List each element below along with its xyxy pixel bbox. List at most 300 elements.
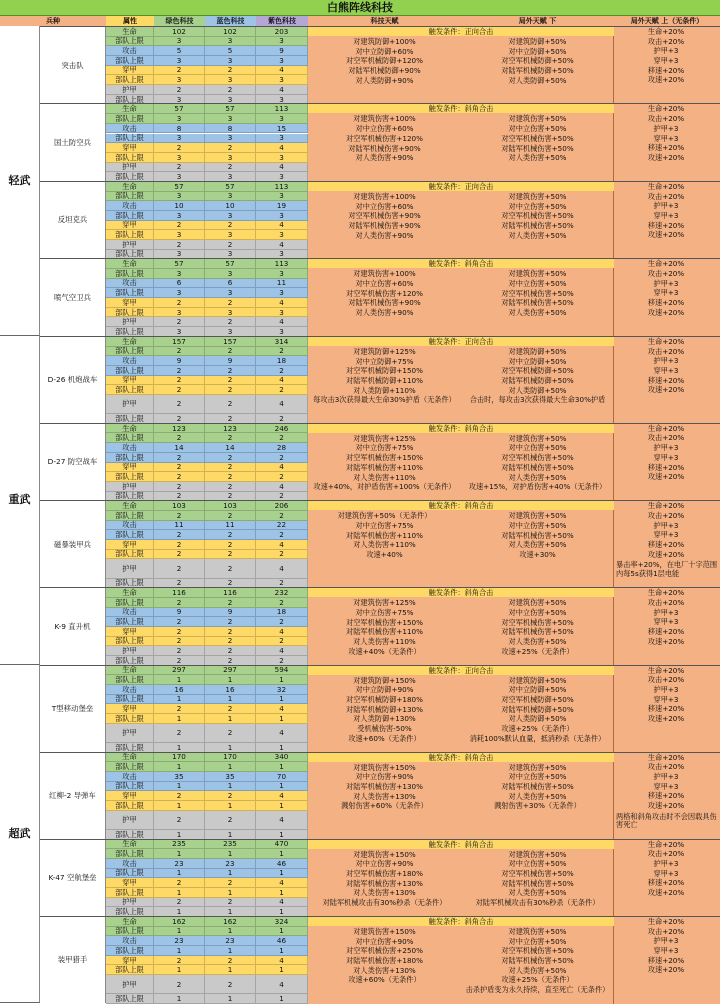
stat-value: 1	[154, 965, 205, 975]
stat-value: 297	[205, 666, 256, 676]
stat-value: 1	[205, 743, 256, 753]
outer-talent-up: 攻击+20%	[647, 191, 685, 201]
stat-label: 穿甲	[106, 540, 154, 550]
stat-label: 部队上限	[106, 714, 154, 724]
stat-row	[106, 511, 308, 521]
stat-value: 2	[256, 550, 308, 560]
unit-block	[0, 752, 720, 839]
stat-value: 170	[154, 753, 205, 763]
outer-talent-up: 攻击+20%	[647, 114, 685, 124]
stat-value: 2	[154, 85, 205, 95]
stat-value: 18	[256, 356, 308, 366]
outer-talent-down: 消耗100%默认血量，抵消秒杀（无条件）	[469, 733, 606, 743]
stat-label: 护甲	[106, 975, 154, 994]
outer-talent-up: 攻击+20%	[647, 269, 685, 279]
tech-effect: 对陆军机械伤害+90%	[348, 220, 421, 230]
stat-value: 116	[205, 588, 256, 598]
stat-row	[106, 443, 308, 453]
stat-label: 攻击	[106, 772, 154, 782]
outer-talent-up: 护甲+3	[653, 443, 679, 453]
tech-talent-block	[308, 182, 614, 259]
stat-label: 部队上限	[106, 695, 154, 705]
stat-value: 2	[154, 221, 205, 231]
tech-effect: 攻速+60%（无条件）	[348, 975, 421, 985]
tech-effect: 对陆军机械防御+90%	[348, 66, 421, 76]
stat-value: 2	[205, 898, 256, 908]
outer-talent-down: 对建筑伤害+50%	[508, 598, 567, 608]
stat-label: 生命	[106, 424, 154, 434]
stat-value: 3	[205, 37, 256, 47]
header-attr: 属性	[106, 16, 154, 26]
outer-talent-up: 生命+20%	[647, 839, 685, 849]
tech-effect: 对人类伤害+110%	[353, 540, 416, 550]
tech-effect: 攻速+40%，对护盾伤害+100%（无条件）	[313, 482, 456, 492]
outer-talent-down: 对陆军机械攻击有30%秒杀（无条件）	[475, 897, 600, 907]
outer-talent-up: 生命+20%	[647, 104, 685, 114]
outer-talent-down: 对人类防御+50%	[508, 75, 567, 85]
tech-effect: 对人类防御+130%	[353, 714, 416, 724]
stat-value: 1	[256, 675, 308, 685]
outer-talent-up-block	[614, 337, 720, 424]
stat-value: 4	[256, 482, 308, 492]
outer-talent-down: 对建筑防御+50%	[508, 346, 567, 356]
outer-talent-down: 对人类伤害+50%	[508, 230, 567, 240]
stat-value: 1	[205, 675, 256, 685]
stat-value: 3	[256, 192, 308, 202]
stat-value: 113	[256, 259, 308, 269]
stat-value: 3	[154, 269, 205, 279]
stat-row	[106, 104, 308, 114]
stat-value: 2	[154, 878, 205, 888]
outer-talent-down: 对陆军机械伤害+50%	[501, 143, 574, 153]
tech-effect: 对中立伤害+60%	[355, 201, 414, 211]
stat-value: 16	[205, 685, 256, 695]
stat-label: 部队上限	[106, 453, 154, 463]
header-green: 绿色科技	[154, 16, 205, 26]
stat-value: 2	[154, 414, 205, 424]
stat-value: 1	[256, 782, 308, 792]
stat-value: 57	[205, 182, 256, 192]
stat-label: 穿甲	[106, 298, 154, 308]
stat-row	[106, 685, 308, 695]
stat-value: 3	[256, 95, 308, 105]
stat-row	[106, 230, 308, 240]
unit-block	[0, 665, 720, 752]
stat-value: 2	[256, 617, 308, 627]
stat-value: 470	[256, 840, 308, 850]
outer-talent-down: 对人类伤害+50%	[508, 153, 567, 163]
outer-talent-up: 生命+20%	[647, 501, 685, 511]
unit-name: 磁暴装甲兵	[40, 501, 106, 587]
stat-value: 3	[205, 75, 256, 85]
outer-talent-up: 穿甲+3	[653, 452, 679, 462]
stat-row	[106, 753, 308, 763]
outer-talent-up: 生命+20%	[647, 752, 685, 762]
stat-label: 部队上限	[106, 927, 154, 937]
stat-value: 2	[205, 975, 256, 994]
unit-name: 国土防空兵	[40, 104, 106, 180]
stat-label: 部队上限	[106, 414, 154, 424]
tech-effect: 对建筑伤害+50%（无条件）	[337, 511, 432, 521]
trigger-condition: 触发条件：正向合击	[308, 27, 614, 36]
stat-value: 1	[256, 743, 308, 753]
stat-value: 2	[205, 704, 256, 714]
tech-talent-block	[308, 259, 614, 336]
stat-row	[106, 269, 308, 279]
tech-effect: 对空军机械伤害+150%	[346, 453, 423, 463]
outer-talent-down: 对陆军机械伤害+50%	[501, 298, 574, 308]
unit-name: 红柳-2 导弹车	[40, 753, 106, 839]
stat-value: 3	[256, 269, 308, 279]
header-type: 兵种	[46, 17, 60, 25]
stat-value: 4	[256, 811, 308, 830]
stat-value: 2	[205, 724, 256, 743]
stat-value: 203	[256, 27, 308, 37]
stat-value: 1	[256, 830, 308, 840]
stat-label: 生命	[106, 337, 154, 347]
outer-talent-down: 对中立防御+50%	[508, 46, 567, 56]
stat-value: 2	[154, 704, 205, 714]
stat-value: 3	[256, 153, 308, 163]
outer-talent-down: 对人类伤害+50%	[508, 791, 567, 801]
stat-value: 4	[256, 724, 308, 743]
stat-label: 部队上限	[106, 308, 154, 318]
stat-value: 3	[154, 172, 205, 182]
stat-value: 2	[205, 66, 256, 76]
outer-talent-up: 攻速+20%	[647, 472, 685, 482]
stat-value: 2	[154, 317, 205, 327]
tech-effect: 对人类防御+90%	[355, 75, 414, 85]
stat-value: 14	[205, 443, 256, 453]
stat-value: 2	[154, 482, 205, 492]
stat-value: 1	[256, 849, 308, 859]
tech-effect: 溅射伤害+60%（无条件）	[341, 801, 428, 811]
trigger-condition: 触发条件：斜角合击	[308, 104, 614, 113]
outer-talent-up-block	[614, 182, 720, 259]
unit-block	[0, 500, 720, 587]
outer-talent-up: 生命+20%	[647, 259, 685, 269]
stat-value: 2	[205, 463, 256, 473]
outer-talent-up-block	[614, 424, 720, 501]
stat-row	[106, 395, 308, 414]
stat-value: 9	[205, 608, 256, 618]
stat-value: 2	[205, 385, 256, 395]
stat-value: 3	[256, 56, 308, 66]
stat-value: 35	[154, 772, 205, 782]
tech-effect: 对空军机械防御+120%	[346, 56, 423, 66]
stat-label: 部队上限	[106, 550, 154, 560]
tech-effect: 对陆军机械伤害+130%	[346, 781, 423, 791]
trigger-condition: 触发条件：正向合击	[308, 337, 614, 346]
trigger-condition: 触发条件：斜角合击	[308, 840, 614, 849]
outer-talent-down: 击杀护盾变为永久持续，直至死亡（无条件）	[465, 985, 610, 995]
outer-talent-up: 护甲+3	[653, 356, 679, 366]
stat-label: 穿甲	[106, 704, 154, 714]
stat-value: 11	[154, 521, 205, 531]
stat-row	[106, 888, 308, 898]
stat-value: 3	[256, 114, 308, 124]
stat-label: 部队上限	[106, 762, 154, 772]
stat-row	[106, 75, 308, 85]
tech-talent-block	[308, 917, 614, 1004]
stat-row	[106, 704, 308, 714]
outer-talent-down: 对建筑伤害+50%	[508, 114, 567, 124]
stat-value: 2	[154, 298, 205, 308]
outer-talent-up: 两格和斜角攻击时不会因载具伤害死亡	[616, 811, 717, 830]
stat-row	[106, 114, 308, 124]
outer-talent-up: 移速+20%	[647, 704, 685, 714]
tech-effect: 受机械伤害-50%	[357, 724, 412, 734]
outer-talent-up-block	[614, 588, 720, 665]
outer-talent-down: 对陆军机械伤害+50%	[501, 530, 574, 540]
outer-talent-up: 穿甲+3	[653, 694, 679, 704]
stat-label: 穿甲	[106, 376, 154, 386]
stat-label: 部队上限	[106, 656, 154, 666]
outer-talent-up: 穿甲+3	[653, 868, 679, 878]
stat-label: 部队上限	[106, 37, 154, 47]
outer-talent-down: 对空军机械防御+50%	[501, 366, 574, 376]
stat-value: 2	[256, 530, 308, 540]
tech-effect: 对空军机械伤害+120%	[346, 288, 423, 298]
stat-value: 1	[256, 695, 308, 705]
tech-talent-block	[308, 666, 614, 753]
outer-talent-down: 对人类伤害+50%	[508, 540, 567, 550]
stat-label: 部队上限	[106, 192, 154, 202]
header-tech: 科技天赋	[370, 17, 399, 25]
outer-talent-up: 生命+20%	[647, 27, 685, 36]
stat-value: 2	[154, 376, 205, 386]
stat-label: 部队上限	[106, 472, 154, 482]
tech-effect: 对空军机械伤害+180%	[346, 868, 423, 878]
stat-value: 1	[205, 907, 256, 917]
stat-value: 4	[256, 956, 308, 966]
stat-label: 部队上限	[106, 743, 154, 753]
stat-value: 8	[205, 124, 256, 134]
tech-effect: 对中立伤害+90%	[355, 859, 414, 869]
stat-value: 113	[256, 182, 308, 192]
stat-value: 28	[256, 443, 308, 453]
header-row	[0, 16, 720, 26]
stat-value: 10	[154, 201, 205, 211]
stat-label: 部队上限	[106, 946, 154, 956]
stat-label: 部队上限	[106, 347, 154, 357]
tech-effect: 对中立伤害+60%	[355, 124, 414, 134]
stat-value: 3	[205, 211, 256, 221]
stat-label: 生命	[106, 501, 154, 511]
trigger-condition: 触发条件：斜角合击	[308, 424, 614, 433]
stat-value: 32	[256, 685, 308, 695]
stat-value: 3	[205, 56, 256, 66]
outer-talent-down: 对人类防御+50%	[508, 714, 567, 724]
stat-label: 部队上限	[106, 782, 154, 792]
stat-value: 11	[256, 279, 308, 289]
outer-talent-up: 攻击+20%	[647, 36, 685, 46]
stat-value: 102	[154, 27, 205, 37]
stat-value: 3	[256, 308, 308, 318]
stat-value: 1	[256, 762, 308, 772]
stat-value: 1	[154, 714, 205, 724]
trigger-condition: 触发条件：斜角合击	[308, 917, 614, 926]
tech-effect: 对中立伤害+75%	[355, 443, 414, 453]
outer-talent-up: 攻速+20%	[647, 965, 685, 975]
tech-effect: 对陆军机械伤害+90%	[348, 298, 421, 308]
unit-block	[0, 26, 720, 103]
tech-effect: 对陆军机械攻击有30%秒杀（无条件）	[322, 897, 447, 907]
stat-label: 部队上限	[106, 675, 154, 685]
stat-row	[106, 917, 308, 927]
unit-name: D-27 防空战车	[40, 424, 106, 500]
stat-value: 1	[154, 869, 205, 879]
stat-row	[106, 849, 308, 859]
stat-value: 1	[205, 888, 256, 898]
stat-value: 2	[205, 221, 256, 231]
outer-talent-up: 攻击+20%	[647, 510, 685, 520]
stat-value: 2	[154, 347, 205, 357]
header-down: 局外天赋 下	[518, 17, 557, 25]
stat-row	[106, 134, 308, 144]
trigger-condition: 触发条件：正向合击	[308, 182, 614, 191]
stat-label: 护甲	[106, 395, 154, 414]
stat-value: 3	[154, 308, 205, 318]
tech-talent-block	[308, 840, 614, 917]
stat-value: 1	[154, 888, 205, 898]
outer-talent-up: 移速+20%	[647, 220, 685, 230]
stat-value: 8	[154, 124, 205, 134]
stat-value: 4	[256, 646, 308, 656]
stat-value: 1	[205, 762, 256, 772]
stat-row	[106, 463, 308, 473]
stat-value: 206	[256, 501, 308, 511]
stat-value: 2	[256, 414, 308, 424]
stat-label: 部队上限	[106, 269, 154, 279]
stat-value: 2	[205, 540, 256, 550]
stat-value: 2	[154, 598, 205, 608]
stat-value: 170	[205, 753, 256, 763]
stat-value: 3	[256, 172, 308, 182]
stat-row	[106, 163, 308, 173]
stat-label: 部队上限	[106, 211, 154, 221]
stat-row	[106, 946, 308, 956]
stat-label: 部队上限	[106, 869, 154, 879]
stat-value: 314	[256, 337, 308, 347]
stat-label: 攻击	[106, 201, 154, 211]
stat-row	[106, 724, 308, 743]
stat-value: 10	[205, 201, 256, 211]
tier-label: 轻武	[0, 26, 40, 336]
stat-value: 6	[205, 279, 256, 289]
tier-label: 超武	[0, 665, 40, 1003]
stat-row	[106, 588, 308, 598]
unit-name: D-26 机炮战车	[40, 337, 106, 423]
outer-talent-down: 对建筑伤害+50%	[508, 849, 567, 859]
tech-effect: 对空军机械伤害+120%	[346, 133, 423, 143]
tech-effect: 对中立防御+75%	[355, 356, 414, 366]
outer-talent-up: 护甲+3	[653, 123, 679, 133]
outer-talent-up: 攻速+20%	[647, 152, 685, 162]
stat-row	[106, 762, 308, 772]
tech-effect: 对人类防御+110%	[353, 385, 416, 395]
stat-row	[106, 482, 308, 492]
stat-row	[106, 859, 308, 869]
stat-value: 1	[154, 946, 205, 956]
outer-talent-up-block	[614, 917, 720, 1004]
stat-value: 3	[154, 288, 205, 298]
outer-talent-down: 对人类伤害+50%	[508, 965, 567, 975]
stat-value: 4	[256, 163, 308, 173]
stat-row	[106, 37, 308, 47]
stat-value: 1	[205, 830, 256, 840]
stat-value: 3	[154, 327, 205, 337]
outer-talent-up: 护甲+3	[653, 46, 679, 56]
stat-value: 3	[154, 114, 205, 124]
stat-value: 3	[205, 192, 256, 202]
stat-label: 部队上限	[106, 172, 154, 182]
tech-effect: 对人类伤害+90%	[355, 308, 414, 318]
outer-talent-down: 对中立伤害+50%	[508, 859, 567, 869]
outer-talent-up: 护甲+3	[653, 858, 679, 868]
stat-label: 生命	[106, 259, 154, 269]
stat-value: 2	[154, 724, 205, 743]
outer-talent-down: 合击时，每攻击3次获得最大生命30%护盾	[469, 395, 606, 405]
stat-value: 1	[205, 994, 256, 1004]
stat-value: 2	[154, 627, 205, 637]
outer-talent-down: 对空军机械伤害+50%	[501, 946, 574, 956]
stat-label: 生命	[106, 182, 154, 192]
outer-talent-down: 对中立伤害+50%	[508, 201, 567, 211]
stat-row	[106, 608, 308, 618]
tech-effect: 对建筑伤害+125%	[353, 433, 416, 443]
stat-row	[106, 288, 308, 298]
stat-label: 护甲	[106, 811, 154, 830]
stat-value: 1	[256, 965, 308, 975]
tech-effect: 对空军机械防御+150%	[346, 366, 423, 376]
stat-row	[106, 211, 308, 221]
stat-label: 穿甲	[106, 221, 154, 231]
outer-talent-down: 对陆军机械伤害+50%	[501, 878, 574, 888]
tech-effect: 对建筑伤害+150%	[353, 762, 416, 772]
stat-value: 2	[154, 511, 205, 521]
stat-row	[106, 791, 308, 801]
outer-talent-down: 对人类伤害+50%	[508, 308, 567, 318]
tech-effect: 对中立伤害+60%	[355, 279, 414, 289]
stat-value: 162	[154, 917, 205, 927]
tech-talent-block	[308, 337, 614, 424]
outer-talent-up: 移速+20%	[647, 878, 685, 888]
stat-value: 2	[205, 878, 256, 888]
stat-row	[106, 965, 308, 975]
stat-value: 157	[205, 337, 256, 347]
stat-label: 护甲	[106, 317, 154, 327]
stat-value: 4	[256, 559, 308, 578]
outer-talent-down: 对陆军机械防御+50%	[501, 704, 574, 714]
tech-effect: 对陆军机械防御+130%	[346, 704, 423, 714]
stat-value: 2	[205, 637, 256, 647]
stat-value: 157	[154, 337, 205, 347]
unit-name: 反坦克兵	[40, 182, 106, 258]
outer-talent-down: 对建筑伤害+50%	[508, 927, 567, 937]
stat-row	[106, 221, 308, 231]
stat-row	[106, 182, 308, 192]
stat-row	[106, 298, 308, 308]
outer-talent-up: 攻击+20%	[647, 433, 685, 443]
outer-talent-up: 攻速+20%	[647, 230, 685, 240]
stat-value: 3	[205, 288, 256, 298]
stat-value: 103	[205, 501, 256, 511]
stat-label: 部队上限	[106, 888, 154, 898]
outer-talent-up: 移速+20%	[647, 375, 685, 385]
stat-row	[106, 627, 308, 637]
stat-row	[106, 279, 308, 289]
